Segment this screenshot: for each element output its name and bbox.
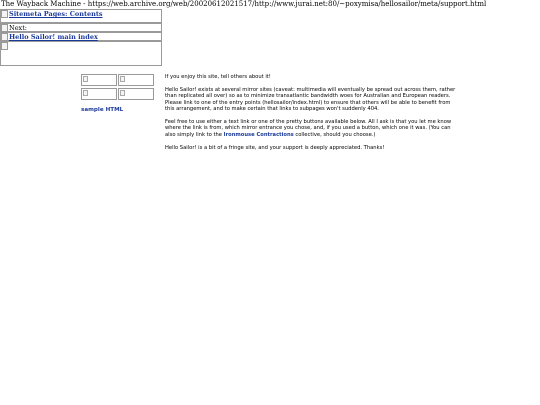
next-label: Next: — [9, 24, 28, 32]
broken-image-icon — [1, 10, 8, 18]
broken-image-icon — [83, 90, 88, 96]
window-title: The Wayback Machine - https://web.archive.org/web/20020612021517/http://www.jurai.net:80/~poxymisa/hellosailor/meta/support.html — [1, 0, 487, 8]
broken-image-icon — [83, 76, 88, 82]
sample-html-link[interactable]: sample HTML — [81, 107, 124, 113]
link-button-image-3[interactable] — [81, 88, 117, 100]
paragraph-thanks: Hello Sailor! is a bit of a fringe site, and your support is deeply appreciated. Thanks! — [165, 144, 385, 151]
broken-image-icon — [1, 33, 8, 41]
broken-image-icon — [1, 42, 8, 50]
nav-main-index-box — [0, 32, 162, 41]
sitemeta-contents-link[interactable]: Sitemeta Pages: Contents — [9, 10, 103, 18]
broken-image-icon — [120, 76, 125, 82]
paragraph-intro: If you enjoy this site, tell others about it! — [165, 74, 271, 80]
nav-banner-box — [0, 41, 162, 66]
nav-sitemeta-box — [0, 9, 162, 23]
main-content — [165, 74, 460, 158]
broken-image-icon — [120, 90, 125, 96]
ironmouse-contractions-link[interactable]: Ironmouse Contractions — [223, 131, 294, 138]
paragraph-mirrors: Hello Sailor! exists at several mirror sites (caveat: multimedia will eventually be spread out across them, rather than replicated all over) so as to minimize transatlantic bandwidth woes for Australian and European readers. Please link to one of the entry points (hellosailor/index.html) to ensure that others will be able to benefit from this arrangement, and to make certain that links to subpages won't suddenly 404. — [165, 86, 456, 113]
nav-next-box — [0, 23, 162, 32]
link-button-image-4[interactable] — [118, 88, 154, 100]
paragraph-linking: Feel free to use either a text link or one of the pretty buttons available below. All I ask is that you let me know where the link is from, which mirror entrance you chose, and, if you used a button, which one it was. (You can also simply link to the Ironmouse Contractions collective, should you choose.) — [165, 119, 452, 138]
link-button-image-2[interactable] — [118, 74, 154, 86]
link-button-image-1[interactable] — [81, 74, 117, 86]
broken-image-icon — [1, 24, 8, 32]
main-index-link[interactable]: Hello Sailor! main index — [9, 33, 98, 41]
